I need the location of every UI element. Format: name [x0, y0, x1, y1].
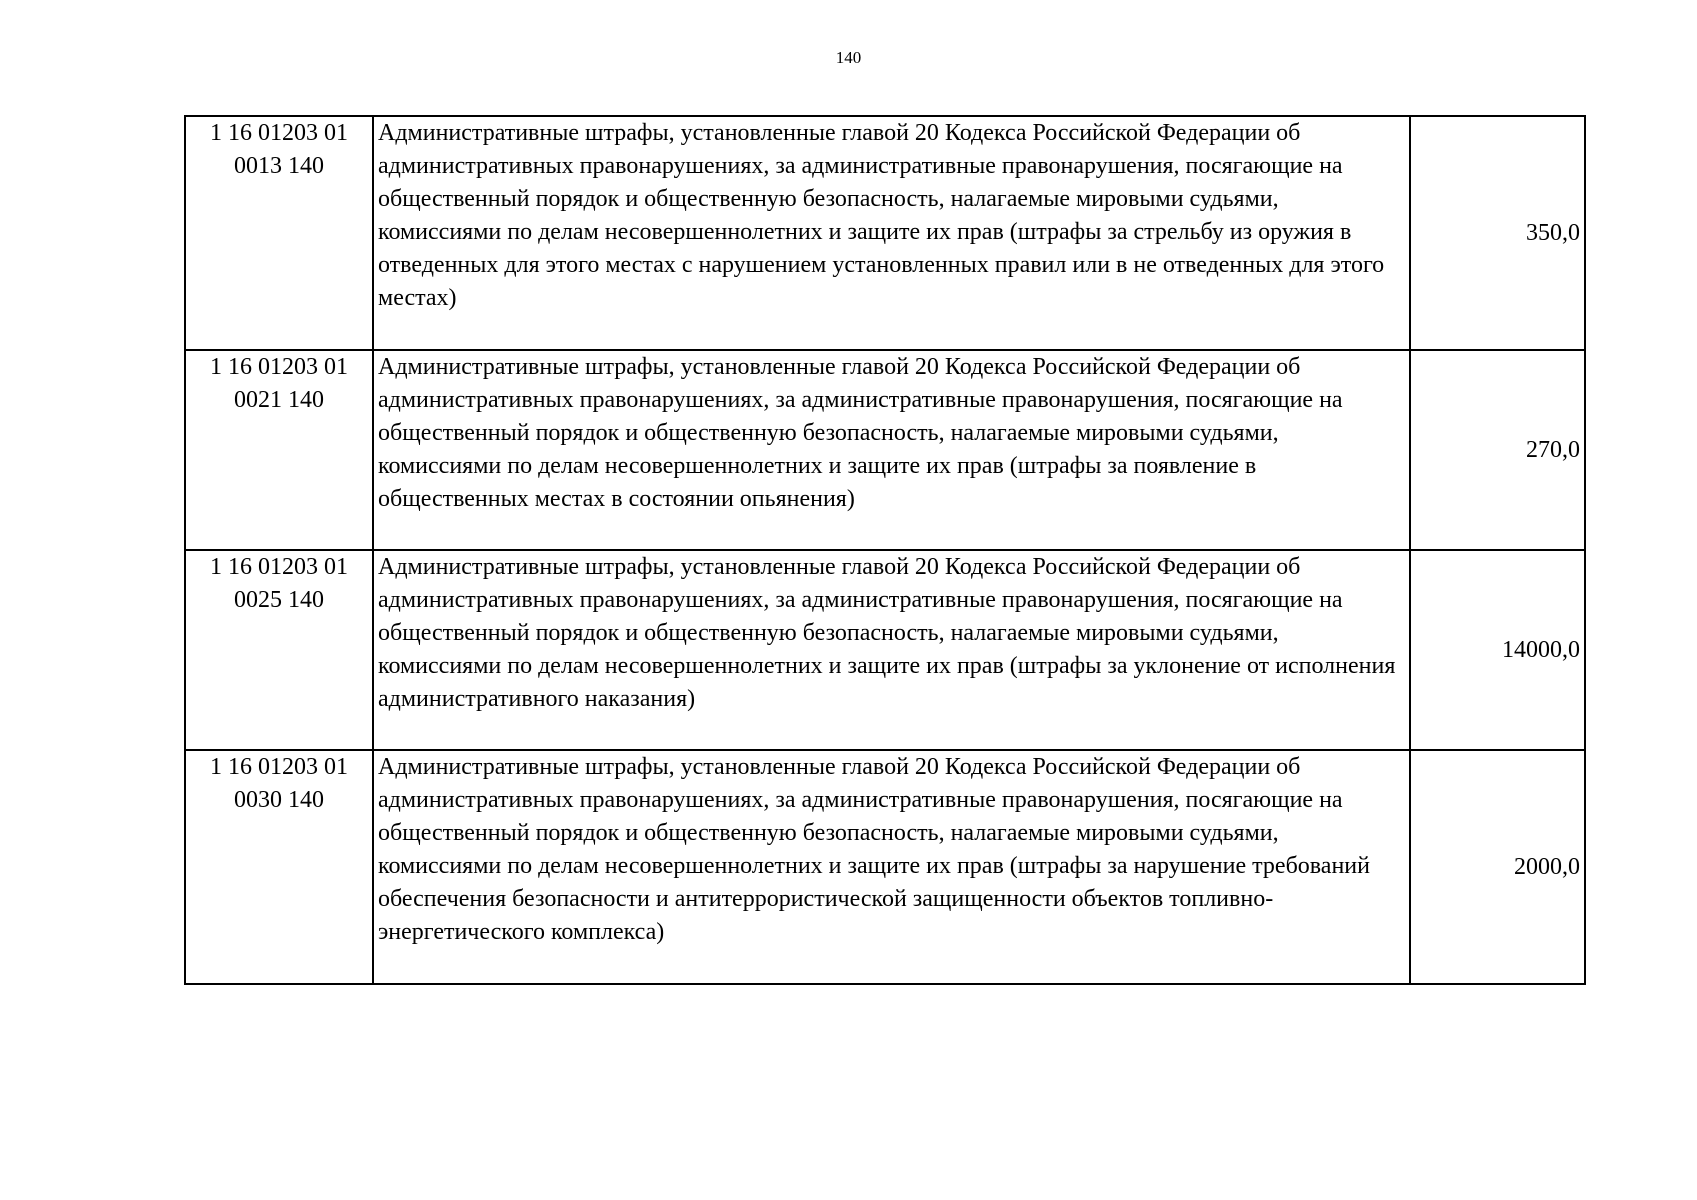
amount-cell: 2000,0 — [1410, 750, 1585, 984]
budget-code-line: 1 16 01203 01 — [210, 354, 348, 380]
budget-code-line: 1 16 01203 01 — [210, 120, 348, 146]
budget-code-line: 0013 140 — [234, 153, 324, 179]
amount-cell: 350,0 — [1410, 116, 1585, 350]
budget-code-cell — [185, 350, 373, 550]
budget-code-line: 1 16 01203 01 — [210, 554, 348, 580]
budget-code-cell — [185, 116, 373, 350]
revenue-table — [184, 115, 1586, 985]
budget-code-cell — [185, 750, 373, 984]
table-row — [185, 116, 1585, 350]
description-cell: Административные штрафы, установленные главой 20 Кодекса Российской Федерации об административных правонарушениях, за административные правонарушения, посягающие на общественный порядок и общественную безопасность, налагаемые мировыми судьями, комиссиями по делам несовершеннолетних и защите их прав (штрафы за нарушение требований обеспечения безопасности и антитеррористической защищенности объектов топливно-энергетического комплекса) — [373, 750, 1410, 984]
budget-code-line: 0025 140 — [234, 587, 324, 613]
description-cell: Административные штрафы, установленные главой 20 Кодекса Российской Федерации об административных правонарушениях, за административные правонарушения, посягающие на общественный порядок и общественную безопасность, налагаемые мировыми судьями, комиссиями по делам несовершеннолетних и защите их прав (штрафы за стрельбу из оружия в отведенных для этого местах с нарушением установленных правил или в не отведенных для этого местах) — [373, 116, 1410, 350]
table-row — [185, 750, 1585, 984]
budget-code-line: 1 16 01203 01 — [210, 754, 348, 780]
budget-code-line: 0030 140 — [234, 787, 324, 813]
page-number: 140 — [835, 48, 862, 67]
amount-cell: 270,0 — [1410, 350, 1585, 550]
table-row — [185, 550, 1585, 750]
table-row — [185, 350, 1585, 550]
budget-code-line: 0021 140 — [234, 387, 324, 413]
budget-code-cell — [185, 550, 373, 750]
amount-cell: 14000,0 — [1410, 550, 1585, 750]
description-cell: Административные штрафы, установленные главой 20 Кодекса Российской Федерации об административных правонарушениях, за административные правонарушения, посягающие на общественный порядок и общественную безопасность, налагаемые мировыми судьями, комиссиями по делам несовершеннолетних и защите их прав (штрафы за уклонение от исполнения административного наказания) — [373, 550, 1410, 750]
description-cell: Административные штрафы, установленные главой 20 Кодекса Российской Федерации об административных правонарушениях, за административные правонарушения, посягающие на общественный порядок и общественную безопасность, налагаемые мировыми судьями, комиссиями по делам несовершеннолетних и защите их прав (штрафы за появление в общественных местах в состоянии опьянения) — [373, 350, 1410, 550]
